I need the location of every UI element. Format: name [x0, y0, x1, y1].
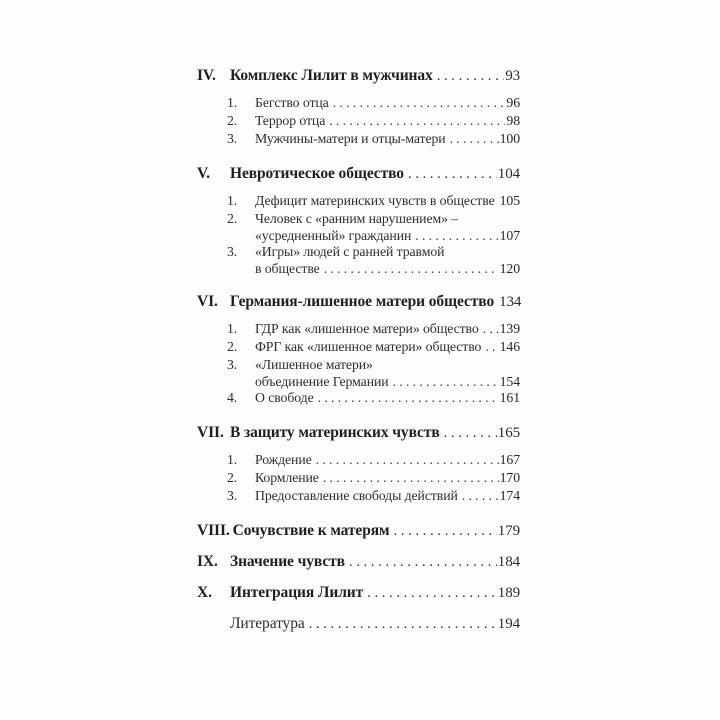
entry-number: 3. — [227, 357, 238, 372]
section-numeral: V. — [197, 165, 210, 182]
page-number: 120 — [499, 261, 520, 276]
entry-number: 1. — [227, 321, 238, 336]
entry-title: ГДР как «лишенное матери» общество — [255, 321, 479, 336]
toc-entry-continuation — [197, 374, 520, 389]
dot-leader — [393, 522, 496, 541]
dot-leader — [323, 469, 499, 487]
entry-title: Кормление — [255, 470, 319, 485]
page-number: 174 — [499, 488, 520, 503]
entry-title: ФРГ как «лишенное матери» общество — [255, 339, 482, 354]
page-number: 189 — [497, 585, 520, 601]
dot-leader — [333, 94, 506, 112]
entry-title: в обществе — [255, 261, 320, 276]
entry-title: «усредненный» гражданин — [255, 228, 412, 243]
toc-section-heading — [197, 552, 520, 572]
dot-leader — [329, 112, 505, 130]
page-number: 170 — [499, 470, 520, 485]
dot-leader — [324, 261, 499, 276]
entry-title: объединение Германии — [255, 374, 389, 389]
entry-number: 3. — [227, 131, 238, 146]
page-number: 167 — [499, 452, 520, 467]
section-title: Литература — [230, 615, 305, 632]
entry-number: 1. — [227, 193, 238, 208]
toc-entry — [197, 487, 520, 505]
page-number: 100 — [499, 131, 520, 146]
entry-number: 2. — [227, 113, 238, 128]
section-title: Сочувствие к матерям — [232, 522, 390, 539]
page-number: 154 — [499, 374, 520, 389]
page-number: 96 — [506, 95, 520, 110]
entry-title: Человек с «ранним нарушением» – — [255, 211, 459, 226]
section-numeral: IV. — [197, 67, 216, 84]
toc-entry-continuation — [197, 261, 520, 276]
page-number: 134 — [499, 294, 522, 310]
toc-entry — [197, 389, 520, 407]
toc-entry — [197, 243, 520, 261]
dot-leader — [437, 67, 505, 86]
entry-number: 2. — [227, 470, 238, 485]
entry-title: Бегство отца — [255, 95, 329, 110]
dot-leader — [444, 424, 497, 443]
section-numeral: IX. — [197, 553, 218, 570]
entry-number: 3. — [227, 244, 238, 259]
page-number: 104 — [497, 166, 520, 182]
section-title: В защиту материнских чувств — [230, 424, 440, 441]
section-numeral: VIII. — [197, 522, 230, 539]
toc-section-heading — [197, 521, 520, 541]
entry-number: 1. — [227, 95, 238, 110]
toc-entry — [197, 112, 520, 130]
section-numeral: VI. — [197, 293, 218, 310]
dot-leader — [316, 451, 499, 469]
dot-leader — [393, 374, 499, 389]
page-number: 105 — [499, 193, 520, 208]
page-number: 93 — [505, 68, 520, 84]
dot-leader — [485, 338, 498, 356]
entry-number: 1. — [227, 452, 238, 467]
entry-title: «Игры» людей с ранней травмой — [255, 244, 445, 259]
dot-leader — [367, 584, 497, 603]
page-number: 139 — [499, 321, 520, 336]
entry-title: О свободе — [255, 390, 314, 405]
dot-leader — [408, 165, 497, 184]
toc-entry — [197, 356, 520, 374]
dot-leader — [415, 228, 498, 243]
page-number: 161 — [499, 390, 520, 405]
table-of-contents — [197, 0, 520, 642]
entry-number: 2. — [227, 211, 238, 226]
page-number: 179 — [497, 523, 520, 539]
toc-entry — [197, 192, 520, 210]
dot-leader — [318, 389, 499, 407]
toc-section-heading — [197, 292, 520, 312]
entry-title: Дефицит материнских чувств в обществе — [255, 193, 495, 208]
toc-entry — [197, 320, 520, 338]
toc-section-heading — [197, 164, 520, 184]
dot-leader — [450, 130, 499, 148]
entry-title: Рождение — [255, 452, 312, 467]
toc-entry — [197, 94, 520, 112]
entry-title: Террор отца — [255, 113, 326, 128]
entry-title: Мужчины-матери и отцы-матери — [255, 131, 446, 146]
entry-number: 3. — [227, 488, 238, 503]
page-number: 107 — [499, 228, 520, 243]
toc-entry — [197, 210, 520, 228]
page-number: 194 — [497, 616, 520, 632]
dot-leader — [349, 553, 497, 572]
toc-entry-continuation — [197, 228, 520, 243]
toc-section-heading — [197, 423, 520, 443]
toc-entry — [197, 130, 520, 148]
page-number: 184 — [497, 554, 520, 570]
page-number: 146 — [499, 339, 520, 354]
toc-entry — [197, 451, 520, 469]
dot-leader — [462, 487, 499, 505]
dot-leader — [483, 320, 499, 338]
section-title: Германия-лишенное матери общество — [230, 293, 495, 310]
section-title: Комплекс Лилит в мужчинах — [230, 67, 433, 84]
section-title: Интеграция Лилит — [230, 584, 364, 601]
entry-number: 2. — [227, 339, 238, 354]
dot-leader — [309, 615, 497, 634]
toc-section-heading — [197, 583, 520, 603]
toc-entry — [197, 338, 520, 356]
section-numeral: X. — [197, 584, 212, 601]
toc-section-heading — [197, 614, 520, 634]
toc-section-heading — [197, 66, 520, 86]
page-number: 98 — [506, 113, 520, 128]
page-number: 165 — [497, 425, 520, 441]
section-title: Значение чувств — [230, 553, 345, 570]
toc-entry — [197, 469, 520, 487]
entry-title: Предоставление свободы действий — [255, 488, 458, 503]
entry-number: 4. — [227, 390, 238, 405]
section-numeral: VII. — [197, 424, 224, 441]
entry-title: «Лишенное матери» — [255, 357, 373, 372]
section-title: Невротическое общество — [230, 165, 404, 182]
